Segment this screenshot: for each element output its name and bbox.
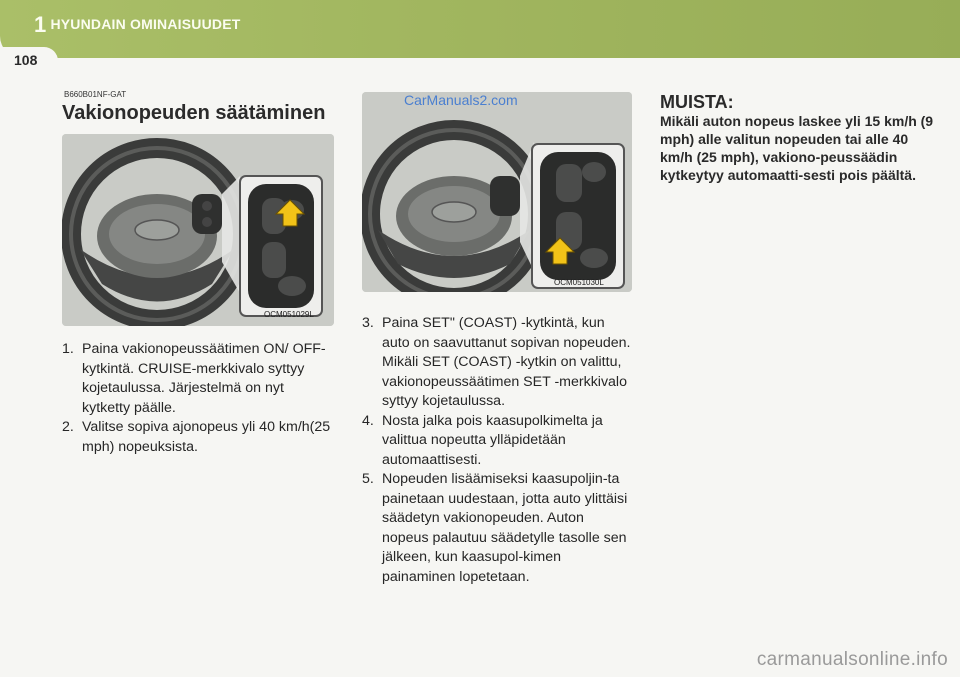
- step-number: 2.: [62, 419, 74, 435]
- figure-2-caption: OCM051030L: [554, 278, 604, 287]
- step-text: Nopeuden lisäämiseksi kaasupoljin-ta painetaan uudestaan, jotta auto ylittäisi säädetyn vakionopeuden. Auton nopeus palautuu säädetylle tasolle sen jälkeen, kun kaasupol-kimen painaminen lopetetaan.: [382, 471, 628, 585]
- step-text: Valitse sopiva ajonopeus yli 40 km/h(25 mph) nopeuksista.: [82, 419, 331, 455]
- steering-wheel-figure-1: [62, 134, 334, 326]
- chapter-title-text: HYUNDAIN OMINAISUUDET: [50, 16, 241, 32]
- note-body: Mikäli auton nopeus laskee yli 15 km/h (9 mph) alle valitun nopeuden tai alle 40 km/h (25 mph), vakiono-peussäädin kytkeytyy automaatti-sesti pois päältä.: [660, 113, 934, 183]
- chapter-header-bar: [0, 0, 960, 58]
- steps-list-left: [62, 340, 334, 457]
- step-text: Paina vakionopeussäätimen ON/ OFF-kytkintä. CRUISE-merkkivalo syttyy kojetaulussa. Järjestelmä on nyt kytketty päälle.: [82, 341, 326, 416]
- step-item: [62, 340, 334, 418]
- steering-wheel-figure-2: [362, 92, 632, 292]
- figure-1-caption: OCM051029L: [264, 310, 314, 319]
- step-text: Paina SET" (COAST) -kytkintä, kun auto on saavuttanut sopivan nopeuden. Mikäli SET (COAST) -kytkin on valittu, vakionopeussäätimen SET -merkkivalo syttyy kojetaulussa.: [382, 315, 631, 409]
- section-title: Vakionopeuden säätäminen: [62, 102, 326, 124]
- footer-site-watermark: carmanualsonline.info: [756, 649, 948, 670]
- section-code: B660B01NF-GAT: [64, 90, 127, 99]
- steering-wheel-illustration-2: [362, 92, 632, 292]
- steps-list-right: [362, 314, 634, 587]
- step-item: [62, 418, 334, 457]
- note-heading: MUISTA:: [660, 92, 734, 112]
- step-item: [362, 412, 634, 471]
- step-number: 4.: [362, 412, 374, 429]
- watermark-text: CarManuals2.com: [404, 92, 518, 108]
- step-number: 3.: [362, 315, 374, 331]
- step-item: [362, 314, 634, 412]
- step-number: 5.: [362, 471, 374, 487]
- step-text: Nosta jalka pois kaasupolkimelta ja valittua nopeutta ylläpidetään automaattisesti.: [382, 412, 603, 468]
- chapter-number: 1: [34, 12, 47, 37]
- chapter-title: [34, 12, 241, 38]
- step-item: [362, 470, 634, 587]
- step-number: 1.: [62, 341, 74, 357]
- steering-wheel-illustration: [62, 134, 334, 326]
- page-number: 108: [14, 52, 38, 68]
